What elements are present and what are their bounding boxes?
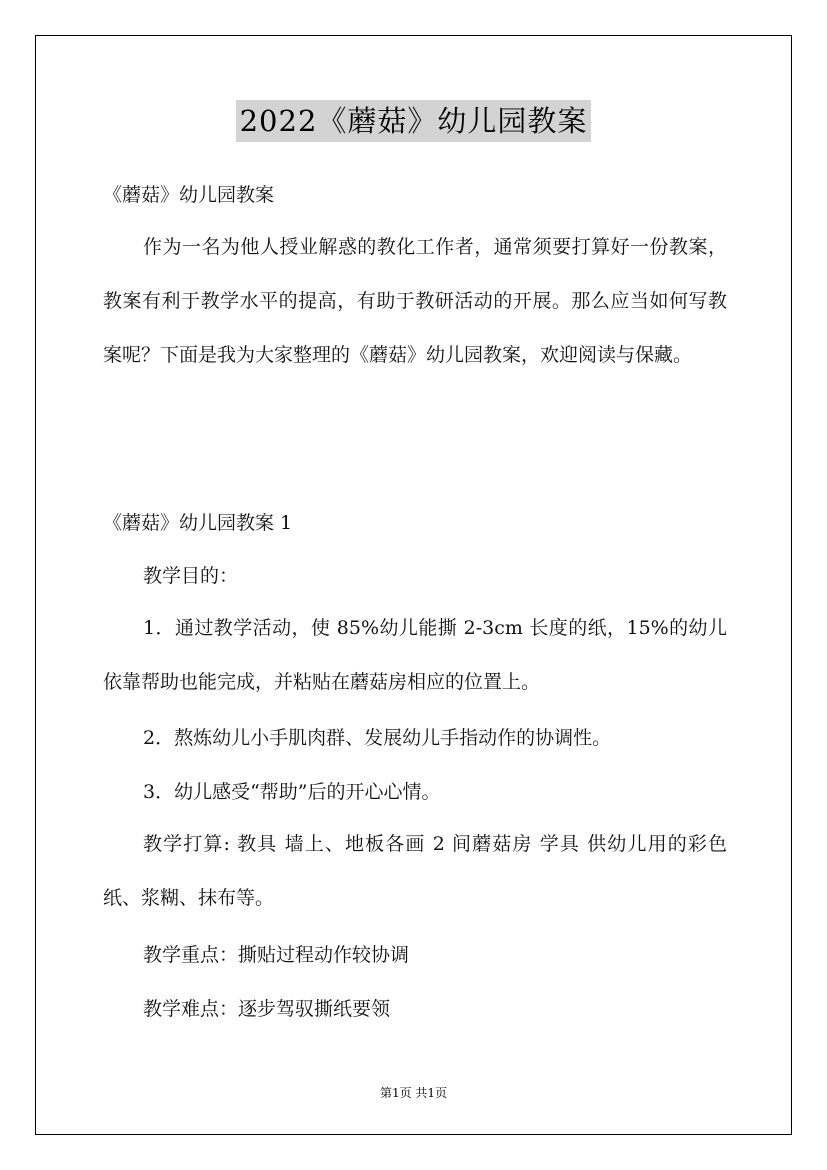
goal-item-1: 1．通过教学活动，使 85%幼儿能撕 2-3cm 长度的纸，15%的幼儿依靠帮助也能完成，并粘贴在蘑菇房相应的位置上。 xyxy=(103,617,727,693)
document-title: 2022《蘑菇》幼儿园教案 xyxy=(236,100,592,142)
difficulty-point: 教学难点：逐步驾驭撕纸要领 xyxy=(143,998,391,1020)
section-title: 《蘑菇》幼儿园教案 1 xyxy=(103,512,293,534)
title-container xyxy=(0,100,827,142)
page-footer: 第1页 共1页 xyxy=(379,1086,448,1100)
goal-item-3: 3．幼儿感受“帮助”后的开心心情。 xyxy=(143,781,441,803)
document-subtitle: 《蘑菇》幼儿园教案 xyxy=(103,184,275,206)
goal-heading: 教学目的： xyxy=(143,565,239,587)
intro-paragraph: 作为一名为他人授业解惑的教化工作者，通常须要打算好一份教案，教案有利于教学水平的提高，有助于教研活动的开展。那么应当如何写教案呢？下面是我为大家整理的《蘑菇》幼儿园教案，欢迎阅读与保藏。 xyxy=(103,236,727,366)
key-point: 教学重点：撕贴过程动作较协调 xyxy=(143,944,410,966)
goal-item-2: 2．熬炼幼儿小手肌肉群、发展幼儿手指动作的协调性。 xyxy=(143,727,612,749)
preparation-paragraph: 教学打算: 教具 墙上、地板各画 2 间蘑菇房 学具 供幼儿用的彩色纸、浆糊、抹布等。 xyxy=(103,833,727,909)
